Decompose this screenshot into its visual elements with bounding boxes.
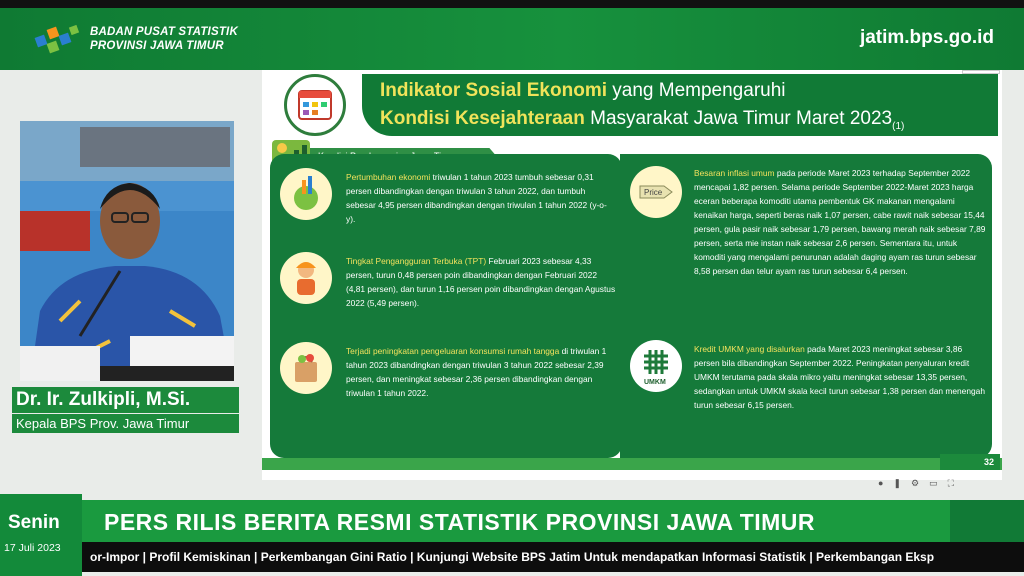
economic-growth-icon	[280, 168, 332, 220]
player-controls[interactable]	[878, 478, 964, 489]
bps-logo-icon	[34, 22, 82, 58]
right-panel	[620, 154, 992, 458]
slide-title	[362, 74, 998, 136]
speaker-video	[20, 121, 234, 381]
item-consumption	[346, 344, 618, 400]
caption-icon[interactable]: ▭	[929, 478, 948, 488]
item-body: Februari 2023 sebesar 4,33 persen, turun 0,48 persen poin dibandingkan dengan Februari 2022 (4,81 persen), dan turun 1,16 persen poin dibandingkan dengan Agustus 2022 (5,49 persen).	[346, 256, 616, 308]
date-text: 17 Juli 2023	[4, 542, 61, 554]
pause-icon[interactable]: ❚	[893, 478, 911, 488]
slide-footer-bar	[262, 458, 1002, 470]
item-body: triwulan 1 tahun 2023 tumbuh sebesar 0,31 persen dibandingkan dengan triwulan 3 tahun 2022, dan tumbuh sebesar 4,95 persen dibandingkan dengan triwulan 1 tahun 2022 (y-o-y).	[346, 172, 607, 224]
item-head: Kredit UMKM yang disalurkan	[694, 344, 805, 354]
title-rest-2: Masyarakat Jawa Timur Maret 2023	[584, 108, 893, 129]
shopping-bag-icon	[280, 342, 332, 394]
lower-third	[0, 494, 1024, 576]
left-panel	[270, 154, 622, 458]
fullscreen-icon[interactable]: ⛶	[947, 478, 964, 488]
worker-icon	[280, 252, 332, 304]
header-bar	[0, 8, 1024, 70]
calendar-icon	[284, 74, 346, 136]
title-highlight-1: Indikator Sosial Ekonomi	[380, 80, 607, 101]
title-highlight-2: Kondisi Kesejahteraan	[380, 108, 585, 129]
speaker-video-image	[20, 121, 234, 381]
org-line-1: BADAN PUSAT STATISTIK	[90, 26, 238, 38]
item-body: di triwulan 1 tahun 2023 dibandingkan dengan triwulan 3 tahun 2022 sebesar 2,39 persen, dan meningkat sebesar 2,36 persen dibandingkan dengan triwulan 1 tahun 2022.	[346, 346, 607, 398]
date-box	[0, 494, 82, 576]
price-tag-text: Price	[644, 188, 663, 197]
settings-icon[interactable]: ⚙	[910, 478, 930, 488]
title-subscript: (1)	[892, 120, 905, 132]
record-icon[interactable]: ●	[878, 478, 894, 488]
umkm-text: UMKM	[644, 379, 666, 386]
slide-page-number: 32	[940, 454, 1000, 470]
item-inflation	[694, 166, 986, 278]
headline-banner: PERS RILIS BERITA RESMI STATISTIK PROVINSI JAWA TIMUR	[82, 500, 1024, 542]
item-head: Terjadi peningkatan pengeluaran konsumsi rumah tangga	[346, 346, 560, 356]
org-line-2: PROVINSI JAWA TIMUR	[90, 40, 224, 52]
item-economic-growth	[346, 170, 616, 226]
item-head: Pertumbuhan ekonomi	[346, 172, 431, 182]
speaker-title: Kepala BPS Prov. Jawa Timur	[12, 414, 239, 433]
item-body: pada Maret 2023 meningkat sebesar 3,86 persen bila dibandingkan September 2022. Peningkatan penyaluran kredit UMKM terutama pada skala mikro yaitu meningkat sebesar 13,35 persen, sedangkan untuk UMKM skala kecil turun sebesar 1,38 persen dan menengah turun sebesar 6,15 persen.	[694, 344, 985, 410]
item-head: Besaran inflasi umum	[694, 168, 775, 178]
slide-title-line-2	[380, 108, 904, 132]
title-rest-1: yang Mempengaruhi	[607, 80, 786, 101]
umkm-icon	[630, 340, 682, 392]
org-name	[90, 25, 238, 53]
item-body: pada periode Maret 2023 terhadap September 2022 mencapai 1,82 persen. Selama periode September 2022-Maret 2023 harga eceran beberapa komoditi utama pembentuk GK makanan mengalami kenaikan harga, seperti beras naik 1,07 persen, cabe rawit naik sebesar 15,44 persen, gula pasir naik sebesar 1,79 persen, bawang merah naik sebesar 7,89 persen, serta mie instan naik sebesar 2,6 persen. Sementara itu, untuk komoditi yang mengalami penurunan adalah daging ayam ras turun sebesar 8,58 persen dan telur ayam ras turun sebesar 6,4 persen.	[694, 168, 986, 276]
banner-tail	[950, 500, 1024, 542]
item-unemployment	[346, 254, 616, 310]
presentation-slide	[262, 70, 1002, 480]
top-strip	[0, 0, 1024, 8]
news-ticker: or-Impor | Profil Kemiskinan | Perkembangan Gini Ratio | Kunjungi Website BPS Jatim Untuk mendapatkan Informasi Statistik | Perkembangan Eksp	[82, 542, 1024, 572]
speaker-name: Dr. Ir. Zulkipli, M.Si.	[12, 387, 239, 413]
item-umkm-credit	[694, 342, 986, 412]
day-name: Senin	[8, 512, 60, 533]
slide-title-line-1	[380, 80, 786, 102]
price-tag-icon	[630, 166, 682, 218]
website-url: jatim.bps.go.id	[859, 27, 994, 48]
item-head: Tingkat Pengangguran Terbuka (TPT)	[346, 256, 487, 266]
